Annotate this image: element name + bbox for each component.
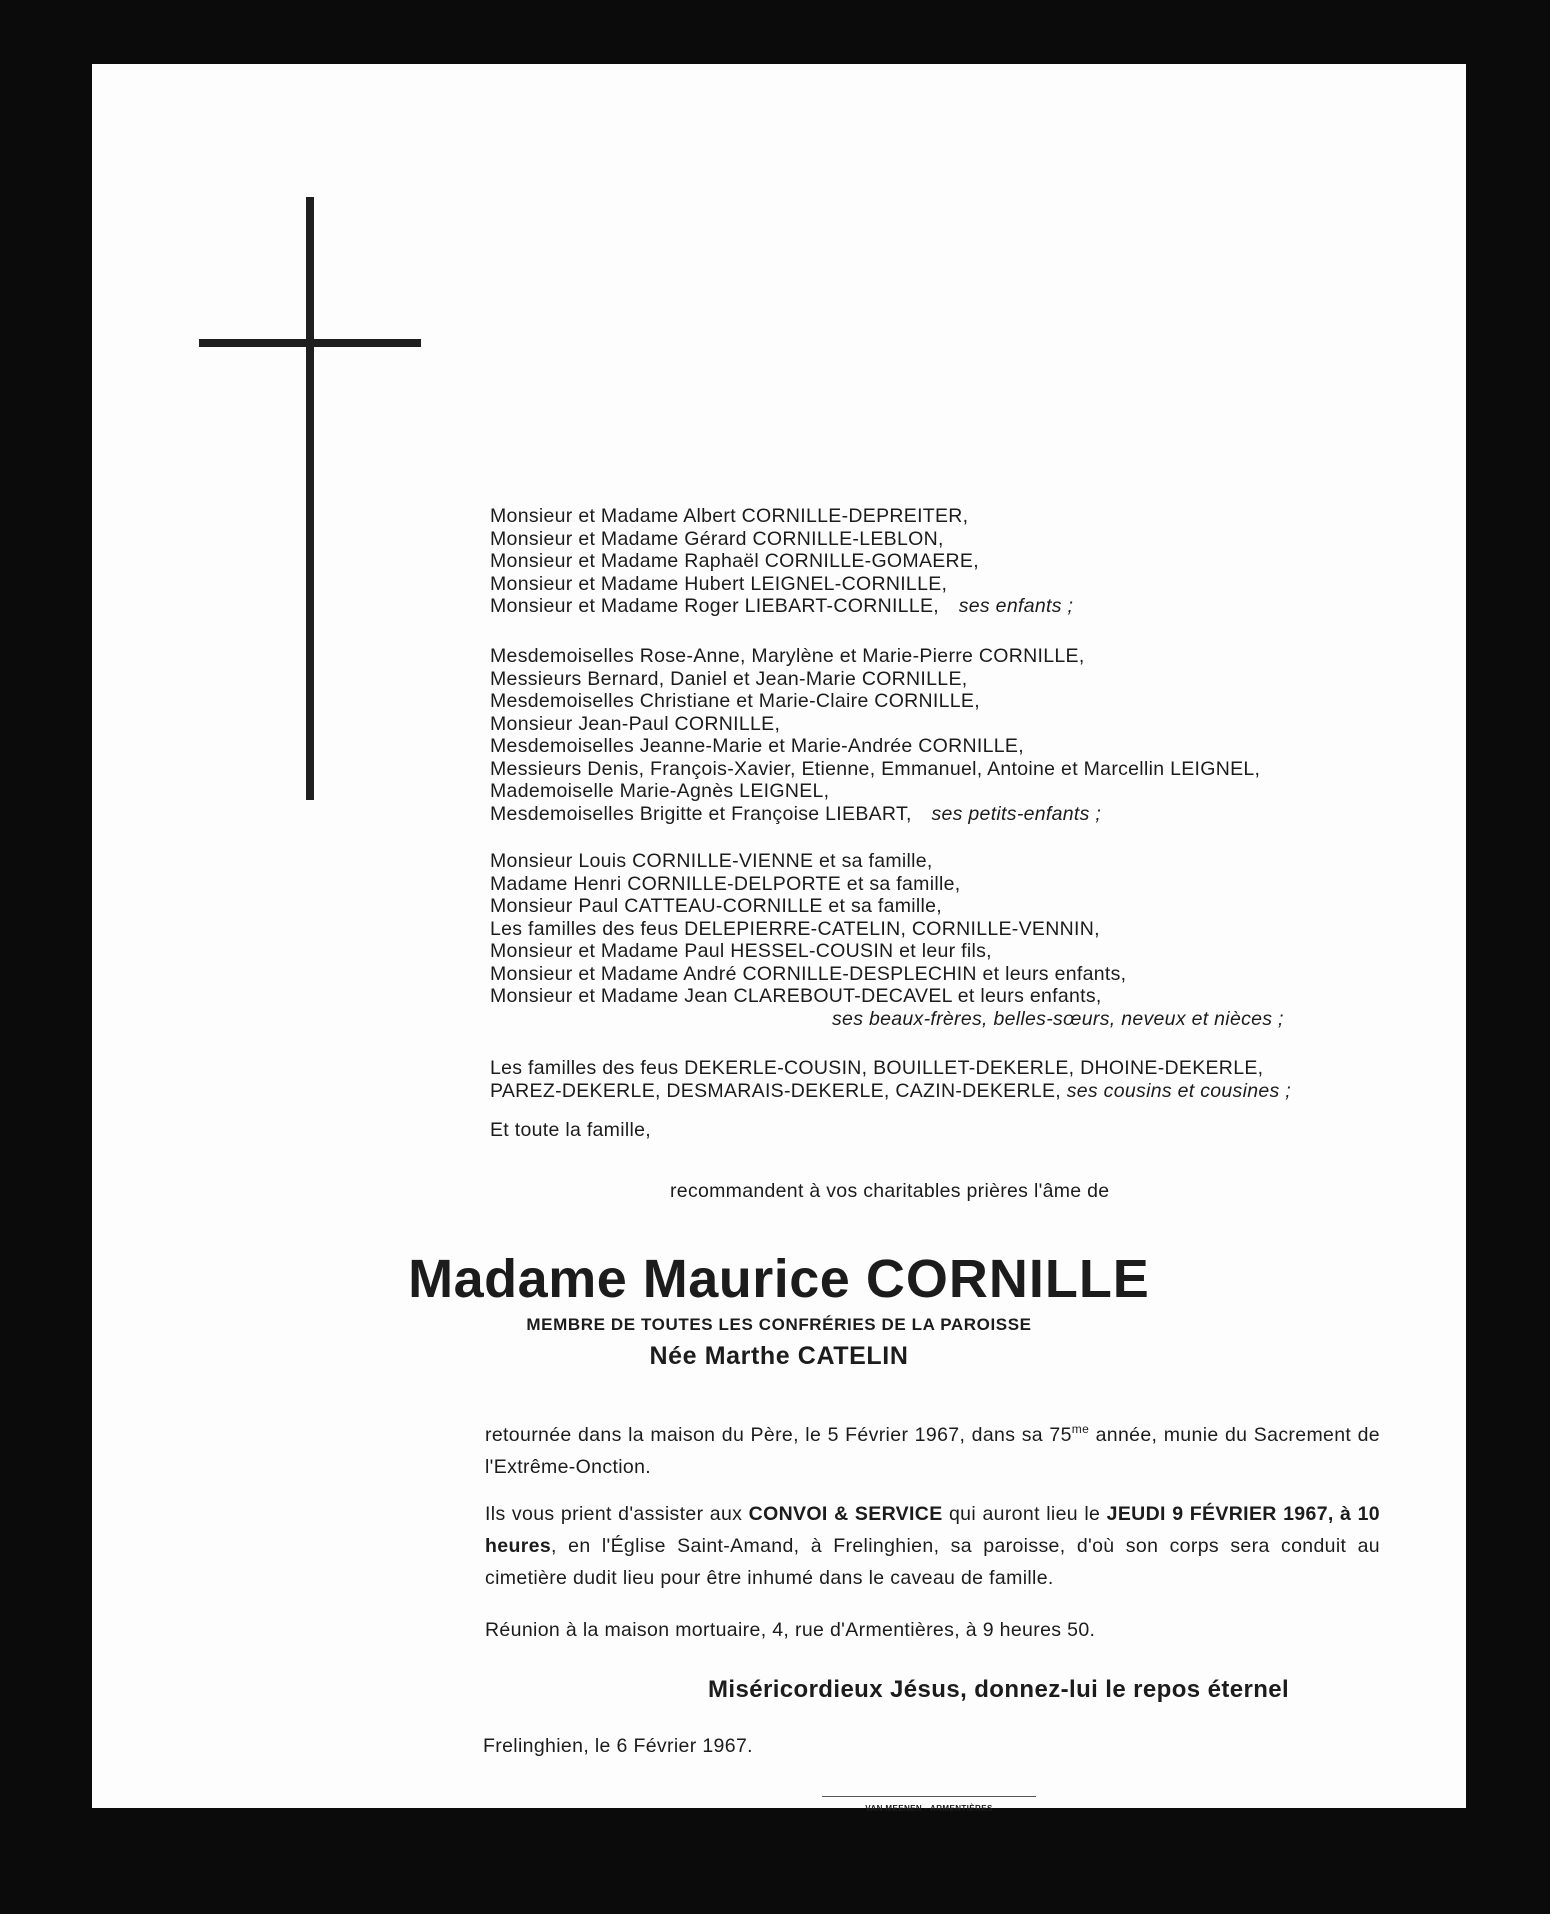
list-item-text: PAREZ-DEKERLE, DESMARAIS-DEKERLE, CAZIN-DEKERLE, — [490, 1079, 1061, 1102]
service-type: CONVOI & SERVICE — [748, 1503, 943, 1525]
list-item: Mesdemoiselles Jeanne-Marie et Marie-Andrée CORNILLE, — [490, 735, 1024, 757]
list-item: Monsieur Paul CATTEAU-CORNILLE et sa famille, — [490, 895, 943, 917]
death-paragraph — [485, 1413, 1380, 1483]
cross-icon-crossbar — [199, 339, 421, 347]
list-item: Les familles des feus DEKERLE-COUSIN, BOUILLET-DEKERLE, DHOINE-DEKERLE, — [490, 1057, 1264, 1079]
relation-label: ses enfants ; — [958, 595, 1074, 617]
cousins-list — [490, 1057, 1390, 1102]
cross-icon — [306, 197, 314, 800]
list-item — [490, 595, 1390, 618]
list-item — [490, 803, 1390, 826]
death-text: retournée dans la maison du Père, le 5 Février 1967, dans sa 75 — [485, 1424, 1072, 1446]
list-item: Les familles des feus DELEPIERRE-CATELIN, CORNILLE-VENNIN, — [490, 917, 1100, 940]
children-list — [490, 505, 1390, 618]
siblings-list — [490, 850, 1390, 1030]
birth-name: Née Marthe CATELIN — [649, 1342, 909, 1370]
service-text: qui auront lieu le — [942, 1503, 1107, 1525]
relation-label: ses beaux-frères, belles-sœurs, neveux et nièces ; — [832, 1007, 1284, 1030]
family-line: Et toute la famille, — [490, 1119, 651, 1141]
service-paragraph — [485, 1498, 1380, 1594]
list-item: Messieurs Bernard, Daniel et Jean-Marie CORNILLE, — [490, 667, 968, 690]
list-item: Monsieur et Madame Paul HESSEL-COUSIN et leur fils, — [490, 940, 992, 962]
reunion-line: Réunion à la maison mortuaire, 4, rue d'Armentières, à 9 heures 50. — [485, 1619, 1096, 1641]
list-item-text: Mesdemoiselles Brigitte et Françoise LIEBART, — [490, 802, 912, 825]
recommendation-line: recommandent à vos charitables prières l'âme de — [670, 1180, 1110, 1202]
list-item: Monsieur et Madame Raphaël CORNILLE-GOMAERE, — [490, 550, 979, 572]
prayer-line: Miséricordieux Jésus, donnez-lui le repos éternel — [708, 1676, 1290, 1703]
service-text: Ils vous prient d'assister aux — [485, 1503, 749, 1525]
list-item: Monsieur et Madame Albert CORNILLE-DEPREITER, — [490, 505, 969, 527]
list-item: Mesdemoiselles Rose-Anne, Marylène et Marie-Pierre CORNILLE, — [490, 645, 1085, 667]
list-item: Madame Henri CORNILLE-DELPORTE et sa famille, — [490, 872, 961, 895]
place-date: Frelinghien, le 6 Février 1967. — [483, 1735, 753, 1757]
deceased-name — [92, 1248, 1466, 1310]
list-item — [490, 1080, 1390, 1103]
printer-credit: VAN MEENEN - ARMENTIÈRES — [865, 1804, 993, 1813]
deceased-name-surname: CORNILLE — [865, 1249, 1150, 1309]
death-text-end: année, munie du Sacrement de l'Extrême-Onction. — [485, 1424, 1380, 1478]
list-item: Messieurs Denis, François-Xavier, Etienne, Emmanuel, Antoine et Marcellin LEIGNEL, — [490, 757, 1261, 780]
ordinal-superscript: me — [1071, 1422, 1090, 1436]
list-item-text: Monsieur et Madame Roger LIEBART-CORNILLE, — [490, 595, 939, 617]
list-item: Monsieur Jean-Paul CORNILLE, — [490, 712, 781, 735]
list-item: Monsieur et Madame Jean CLAREBOUT-DECAVEL et leurs enfants, — [490, 985, 1102, 1007]
relation-label: ses cousins et cousines ; — [1066, 1079, 1291, 1102]
membership-line: MEMBRE DE TOUTES LES CONFRÉRIES DE LA PAROISSE — [526, 1315, 1032, 1334]
printer-divider — [822, 1796, 1036, 1797]
list-item: Monsieur et Madame Hubert LEIGNEL-CORNILLE, — [490, 572, 948, 595]
deceased-name-first: Madame Maurice — [408, 1249, 851, 1309]
list-item: Monsieur et Madame André CORNILLE-DESPLECHIN et leurs enfants, — [490, 962, 1127, 985]
list-item: Monsieur Louis CORNILLE-VIENNE et sa famille, — [490, 850, 933, 872]
list-item: Mesdemoiselles Christiane et Marie-Claire CORNILLE, — [490, 690, 980, 712]
service-date: JEUDI 9 FÉVRIER 1967, à 10 heures — [485, 1503, 1381, 1557]
grandchildren-list — [490, 645, 1390, 825]
list-item: Monsieur et Madame Gérard CORNILLE-LEBLON, — [490, 527, 944, 550]
relation-label: ses petits-enfants ; — [931, 802, 1102, 825]
service-text: , en l'Église Saint-Amand, à Frelinghien, sa paroisse, d'où son corps sera conduit au cimetière dudit lieu pour être inhumé dans le caveau de famille. — [485, 1535, 1380, 1589]
list-item: Mademoiselle Marie-Agnès LEIGNEL, — [490, 780, 830, 802]
